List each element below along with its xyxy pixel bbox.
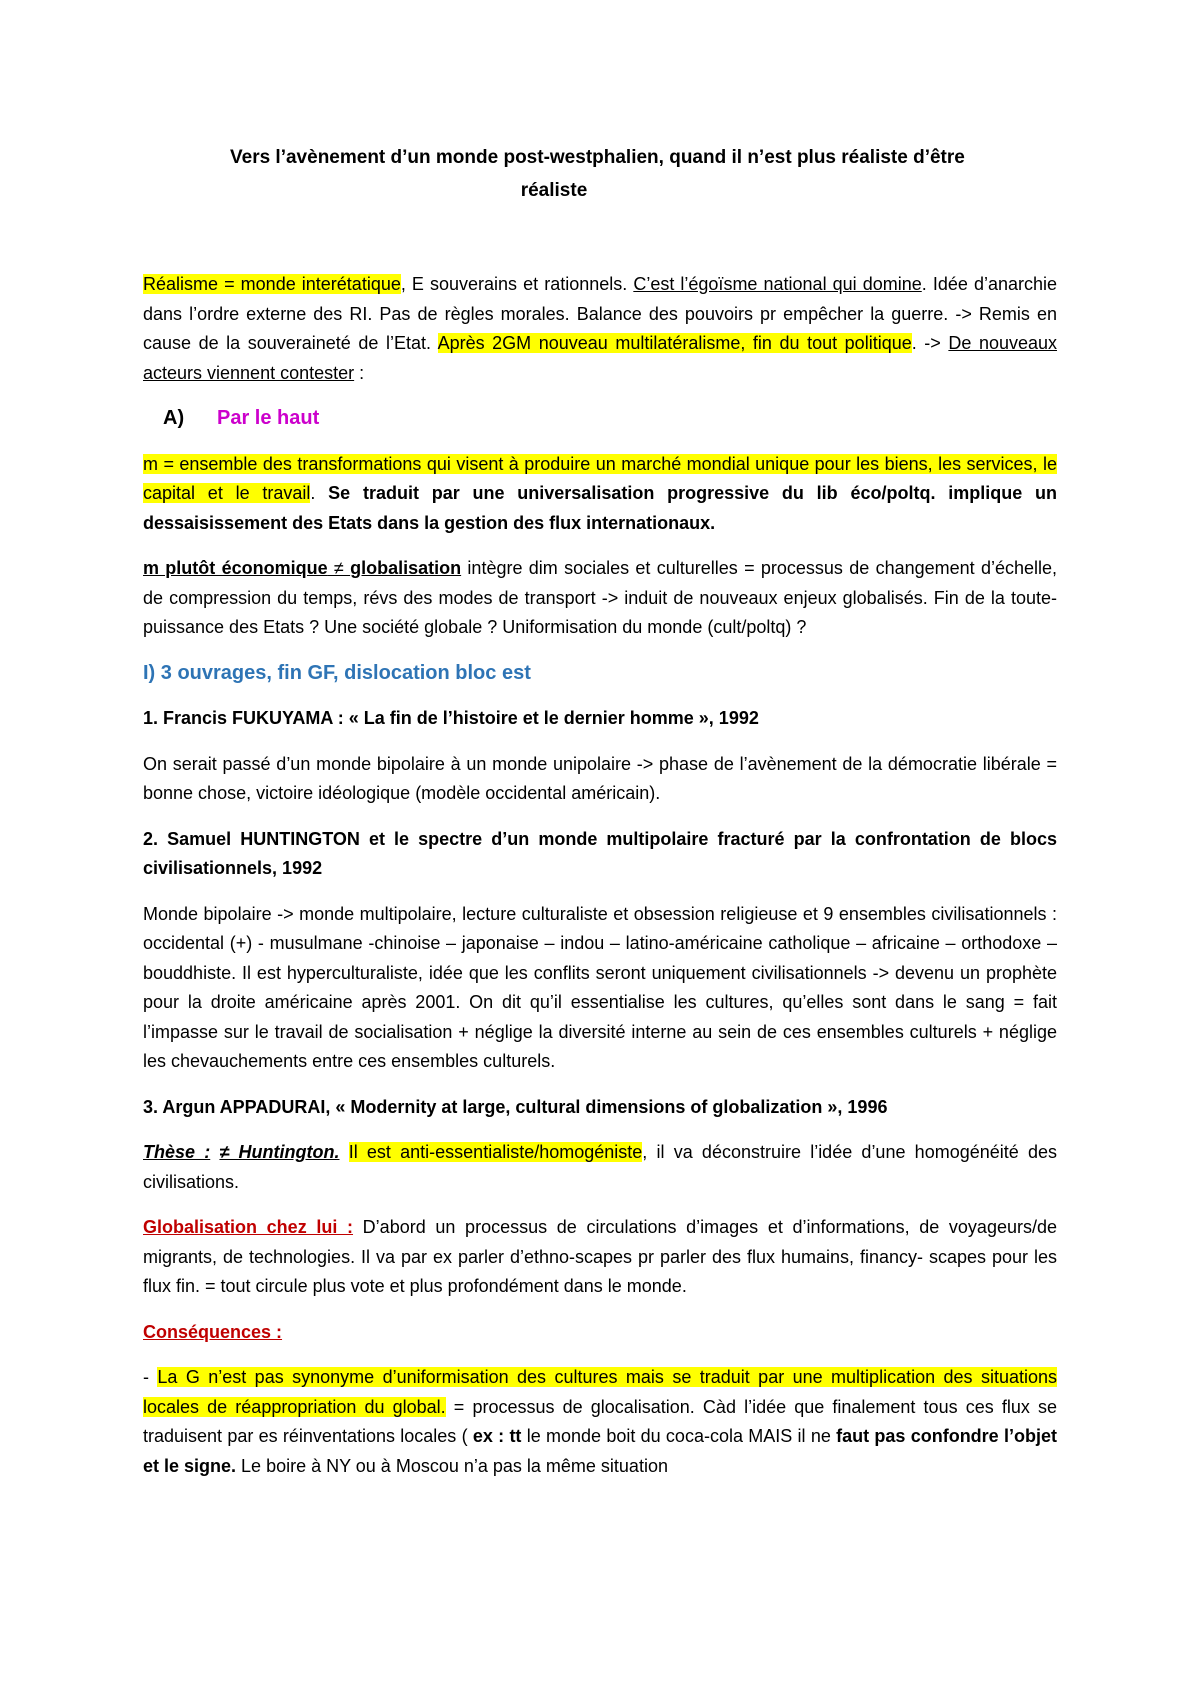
list-dash: - [143,1367,158,1387]
work-body-huntington: Monde bipolaire -> monde multipolaire, lecture culturaliste et obsession religieuse et 9 ensembles civilisationnels : occidental (+) - musulmane -chinoise – japonaise – indou – latino-américaine catholique – africaine – orthodoxe – bouddhiste. Il est hyperculturaliste, idée que les conflits seront uniquement civilisationnels -> devenu un prophète pour la droite américaine après 2001. On dit qu’il essentialise les cultures, qu’elles sont dans le sang = fait l’impasse sur le travail de socialisation + néglige la diversité interne au sein de ces ensembles culturels + néglige les chevauchements entre ces ensembles culturels. [143,903,1057,1071]
document-title [143,141,1057,207]
these-contrast: ≠ Huntington. [219,1142,340,1162]
realism-paragraph [143,270,1057,388]
underlined-text: De nouveaux acteurs viennent contester [143,333,1058,383]
bold-text: Se traduit par une universalisation progressive du lib éco/poltq. implique un dessaisissement des Etats dans la gestion des flux internationaux. [143,483,1057,533]
bold-underlined-text: globalisation [350,558,462,578]
red-label: Conséquences : [143,1321,283,1342]
work-heading-appadurai: 3. Argun APPADURAI, « Modernity at large, cultural dimensions of globalization », 1996 [143,1096,888,1117]
red-label: Globalisation chez lui : [143,1217,354,1237]
highlighted-text: m = ensemble des transformations qui visent à produire un marché mondial unique pour les biens, les services, le capital et le travail [143,453,1057,503]
highlighted-text: La G n’est pas synonyme d’uniformisation des cultures mais se traduit par une multiplication des situations locales de réappropriation du global. [143,1367,1057,1417]
text-segment: le monde boit du coca-cola MAIS il ne [521,1426,837,1446]
text-segment [340,1142,349,1162]
these-label: Thèse : [143,1142,211,1162]
underlined-text: C’est l’égoïsme national qui domine [633,274,922,294]
section-a-label: Par le haut [217,407,320,429]
text-segment: D’abord un processus de circulations d’images et d’informations, de voyageurs/de migrants, de technologies. Il va par ex parler d’ethno-scapes pr parler des flux humains, financy- scapes pour les flux fin. = tout circule plus vote et plus profondément dans le monde. [143,1217,1057,1296]
consequences-heading [143,1318,1057,1348]
text-segment: . Idée d’anarchie dans l’ordre externe des RI. Pas de règles morales. Balance des pouvoirs pr empêcher la guerre. -> Remis en cause de la souveraineté de l’Etat. [143,274,1057,353]
work-heading-fukuyama: 1. Francis FUKUYAMA : « La fin de l’histoire et le dernier homme », 1992 [143,708,759,728]
bold-text: ex : tt [472,1426,522,1446]
title-line-1: Vers l’avènement d’un monde post-westphalien, quand il n’est plus réaliste d’être [230,147,965,168]
text-segment: . [310,483,329,503]
text-segment: . -> [911,333,949,353]
these-paragraph [143,1138,1057,1197]
definition-paragraph [143,450,1057,539]
not-equal-symbol: ≠ [327,558,351,578]
highlighted-text: Réalisme = monde interétatique [143,274,401,294]
globalisation-paragraph [143,554,1057,643]
highlighted-text: Il est anti-essentialiste/homogéniste [348,1142,643,1162]
section-a-heading [143,404,1057,434]
text-segment: , E souverains et rationnels. [400,274,634,294]
globalisation-chez-lui-paragraph [143,1213,1057,1302]
section-1-heading: I) 3 ouvrages, fin GF, dislocation bloc est [143,661,531,684]
text-segment: = processus de glocalisation. Càd l’idée que finalement tous ces flux se traduisent par es réinventations locales ( [143,1396,1057,1446]
text-segment: Le boire à NY ou à Moscou n’a pas la même situation [236,1455,668,1476]
highlighted-text: Après 2GM nouveau multilatéralisme, fin du tout politique [437,333,912,353]
section-a-marker: A) [163,407,185,429]
work-heading-huntington: 2. Samuel HUNTINGTON et le spectre d’un monde multipolaire fracturé par la confrontation de blocs civilisationnels, 1992 [143,828,1057,878]
text-segment: intègre dim sociales et culturelles = processus de changement d’échelle, de compression du temps, révs des modes de transport -> induit de nouveaux enjeux globalisés. Fin de la toute-puissance des Etats ? Une société globale ? Uniformisation du monde (cult/poltq) ? [143,558,1057,637]
text-segment: , il va déconstruire l’idée d’une homogénéité des civilisations. [143,1142,1057,1192]
work-body-fukuyama: On serait passé d’un monde bipolaire à un monde unipolaire -> phase de l’avènement de la démocratie libérale = bonne chose, victoire idéologique (modèle occidental américain). [143,753,1057,803]
consequences-paragraph [143,1363,1057,1481]
text-segment: : [354,362,365,383]
title-line-2: réaliste [520,180,588,201]
document-body [143,141,1057,1497]
bold-underlined-text: m plutôt économique [143,558,328,578]
bold-text: faut pas confondre l’objet et le signe. [143,1426,1057,1476]
